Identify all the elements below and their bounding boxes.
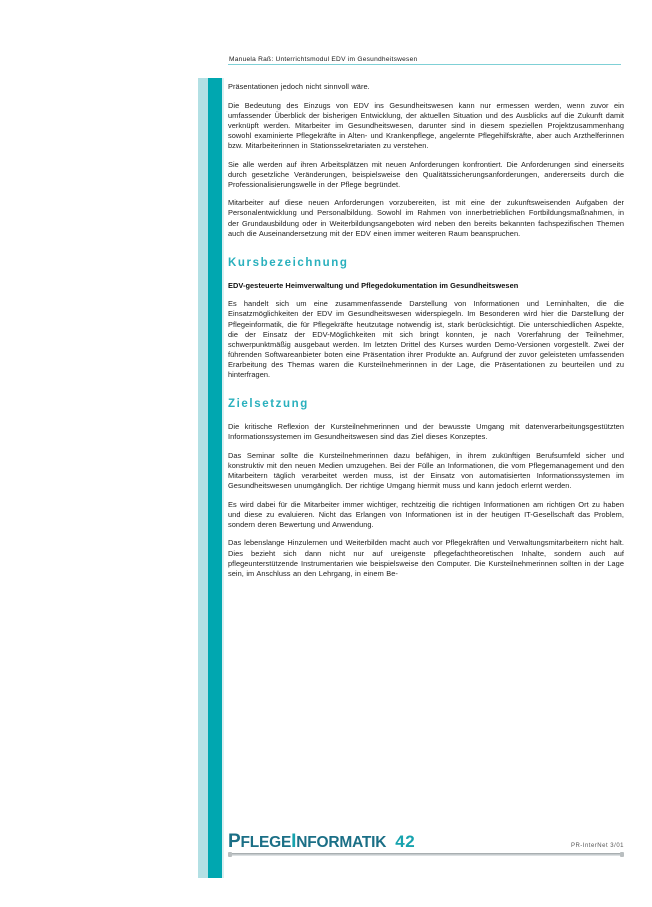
paragraph: Die kritische Reflexion der Kursteilnehmerinnen und der bewusste Umgang mit datenverarbeitungsgestützten Informationssystemen im Gesundheitswesen sind das Ziel dieses Konzeptes.	[228, 422, 624, 442]
paragraph: Mitarbeiter auf diese neuen Anforderungen vorzubereiten, ist mit eine der zukunftsweisenden Aufgaben der Personalentwicklung und Personalbildung. Sowohl im Rahmen von innerbetrieblichen Fortbildungsmaßnahmen, in der Grundausbildung oder in Weiterbildungsangeboten wird neben den bereits bekannten fachspezifischen Themen auch die Auseinandersetzung mit der EDV einen immer weiteren Raum beanspruchen.	[228, 198, 624, 238]
brand-cap-i: I	[291, 831, 297, 852]
brand-word-pflege: FLEGE	[240, 834, 292, 851]
section-heading-zielsetzung: Zielsetzung	[228, 398, 309, 411]
paragraph: Es wird dabei für die Mitarbeiter immer wichtiger, rechtzeitig die richtigen Informationen am richtigen Ort zu haben und diese zu evaluieren. Nicht das Erlangen von Informationen ist in der heutigen IT-Gesellschaft das Problem, sondern deren Bewertung und Anwendung.	[228, 499, 624, 529]
header-rule	[228, 64, 621, 65]
thin-highlight-bar	[222, 78, 224, 878]
brand-cap-p: P	[228, 831, 241, 852]
page-number: 42	[395, 832, 416, 851]
page-content	[228, 56, 624, 579]
paragraph-intro: Präsentationen jedoch nicht sinnvoll wäre.	[228, 82, 370, 91]
paragraph: Das lebenslange Hinzulernen und Weiterbilden macht auch vor Pflegekräften und Verwaltungsmitarbeitern nicht halt. Dies bezieht sich dann nicht nur auf ureigenste pflegefachtheoretischen Inhalte, sondern auch auf pflegeunterstützende Instrumentarien wie beispielsweise den Computer. Die Kursteilnehmerinnen sollten in der Lage sein, im Anschluss an den Lehrgang, in einem Be-	[228, 538, 624, 578]
paragraph: Es handelt sich um eine zusammenfassende Darstellung von Informationen und Lerninhalten, die die Einsatzmöglichkeiten der EDV im Gesundheitswesen widerspiegeln. Im Besonderen wird hier die Darstellung der Pflegeinformatik, die für Pflegekräfte heutzutage notwendig ist, stark berücksichtigt. Die unterschiedlichen Aspekte, die der Einsatz der EDV-Möglichkeiten mit sich bringt konnten, je nach Vorerfahrung der Teilnehmer, schwerpunktmäßig ausgebaut werden. Im letzten Drittel des Kurses wurden Demo-Versionen vorgestellt. Zwei der führenden Softwareanbieter boten eine Präsentation ihrer Produkte an. Aufgrund der zuvor geleisteten umfassenden Erarbeitung des Themas waren die Kursteilnehmerinnen in der Lage, die Präsentationen zu beurteilen und zu hinterfragen.	[228, 299, 624, 379]
footer-rule-line	[228, 853, 624, 856]
decorative-side-bars	[0, 78, 225, 878]
journal-title	[228, 831, 387, 852]
teal-accent-bar	[208, 78, 222, 878]
page-footer	[228, 832, 624, 862]
brand-block	[228, 832, 415, 852]
course-title: EDV-gesteuerte Heimverwaltung und Pflegedokumentation im Gesundheitswesen	[228, 280, 519, 290]
paragraph: Die Bedeutung des Einzugs von EDV ins Gesundheitswesen kann nur ermessen werden, wenn zuvor ein umfassender Überblick der bisherigen Entwicklung, der aktuellen Situation und des Ausblicks auf die Zukunft damit verknüpft werden. Mitarbeiter im Gesundheitswesen, darunter sind in diesem speziellen Projektzusammenhang sowohl examinierte Pflegekräfte in Alten- und Krankenpflege, angelernte Pflegehilfskräfte, aber auch Arzthelferinnen bzw. Mitarbeiterinnen in Stationssekretariaten zu verstehen.	[228, 100, 624, 150]
paragraph: Das Seminar sollte die Kursteilnehmerinnen dazu befähigen, in ihrem zukünftigen Berufsumfeld sicher und konstruktiv mit den neuen Medien umzugehen. Bei der Fülle an Informationen, die vom Pflegemanagement und den Mitarbeitern täglich verarbeitet werden muss, ist der Einsatz von automatisierten Informationssystemen im Gesundheitswesen unumgänglich. Der richtige Umgang hiermit muss und kann jedoch erlernt werden.	[228, 450, 624, 491]
running-head: Manuela Raß: Unterrichtsmodul EDV im Gesundheitswesen	[229, 56, 418, 63]
pale-teal-bar	[198, 78, 208, 878]
footer-row	[228, 832, 624, 852]
section-heading-kursbezeichnung: Kursbezeichnung	[228, 256, 349, 269]
issue-reference: PR-InterNet 3/01	[570, 843, 624, 849]
paragraph: Sie alle werden auf ihren Arbeitsplätzen mit neuen Anforderungen konfrontiert. Die Anforderungen sind einerseits durch gesetzliche Veränderungen, beispielsweise den Qualitätssicherungsanforderungen, andererseits durch die Professionalisierungswelle in der Pflege begründet.	[228, 159, 624, 189]
footer-rule	[228, 853, 624, 856]
brand-word-informatik: NFORMATIK	[296, 834, 387, 851]
